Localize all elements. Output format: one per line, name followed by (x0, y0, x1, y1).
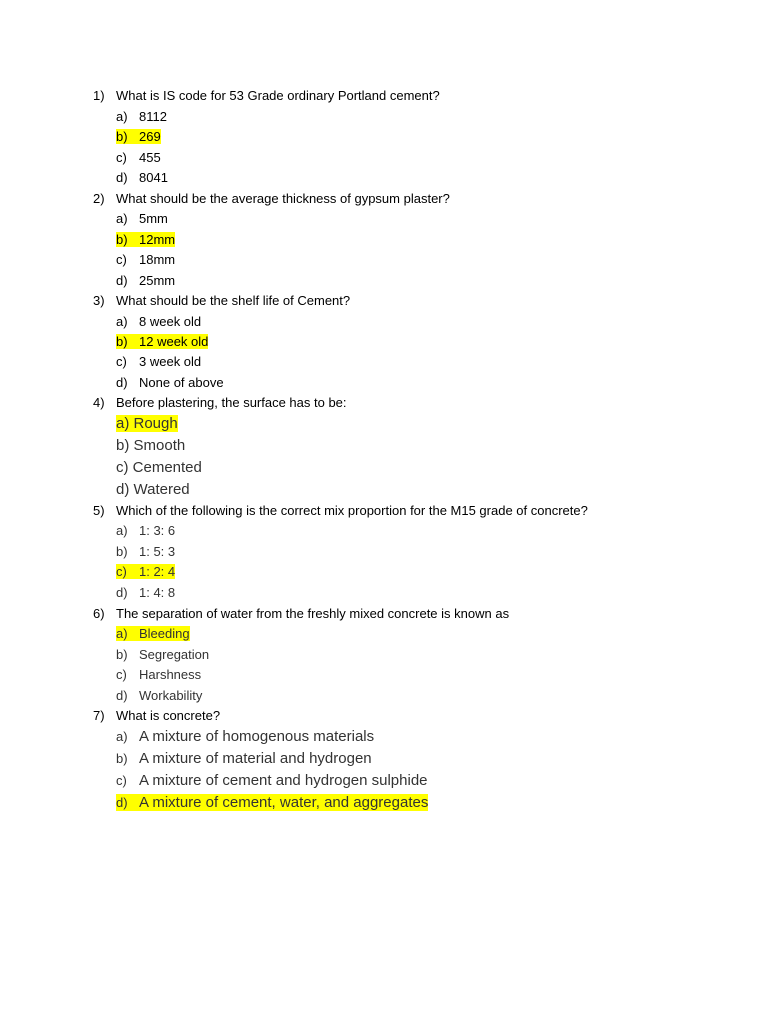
question-1 (93, 88, 440, 104)
option-highlighted (116, 129, 161, 145)
option-text: 12 week old (139, 334, 209, 349)
option (116, 750, 372, 768)
option-highlighted (116, 334, 208, 350)
option-letter: a) (116, 109, 128, 124)
option-text: 5mm (139, 211, 168, 226)
option (116, 211, 168, 227)
option (116, 728, 374, 746)
option-text: A mixture of homogenous materials (139, 728, 375, 745)
question-number: 2) (93, 191, 105, 206)
option-text: 3 week old (139, 354, 202, 369)
option-letter: c) (116, 564, 127, 579)
option-text: Workability (139, 688, 203, 703)
question-text: What is concrete? (116, 708, 221, 723)
question-text: Which of the following is the correct mix proportion for the M15 grade of concrete? (116, 503, 588, 518)
option-letter: b) (116, 334, 128, 349)
option-letter: d) (116, 170, 128, 185)
option-letter: c) (116, 150, 127, 165)
option-text: 25mm (139, 273, 176, 288)
question-number: 4) (93, 395, 105, 410)
option-text: A mixture of cement, water, and aggregates (139, 794, 429, 811)
question-number: 5) (93, 503, 105, 518)
option-text: 8112 (139, 109, 167, 124)
option-text: 269 (139, 129, 161, 144)
question-number: 7) (93, 708, 105, 723)
option-text: A mixture of cement and hydrogen sulphide (139, 772, 428, 789)
option (116, 375, 224, 391)
option-letter: b) (116, 544, 128, 559)
option-text: 1: 4: 8 (139, 585, 176, 600)
option-letter: c) (116, 252, 127, 267)
option-letter: d) (116, 273, 128, 288)
option-letter: a) (116, 314, 128, 329)
option-letter: b) (116, 129, 128, 144)
option-text: 1: 5: 3 (139, 544, 176, 559)
option-letter: d) (116, 375, 128, 390)
option-text: 1: 3: 6 (139, 523, 176, 538)
option-letter: c) (116, 354, 127, 369)
option (116, 170, 168, 186)
option-text: None of above (139, 375, 224, 390)
option-text: 18mm (139, 252, 176, 267)
question-5 (93, 503, 588, 519)
question-text: The separation of water from the freshly mixed concrete is known as (116, 606, 510, 621)
option-text: Harshness (139, 667, 202, 682)
option-text: c) Cemented (116, 459, 202, 476)
question-number: 3) (93, 293, 105, 308)
question-number: 1) (93, 88, 105, 103)
option (116, 688, 202, 704)
option-text: 1: 2: 4 (139, 564, 176, 579)
option (116, 437, 185, 455)
option (116, 523, 175, 539)
option-letter: c) (116, 667, 127, 682)
option (116, 647, 209, 663)
option (116, 585, 175, 601)
option-letter: a) (116, 729, 128, 744)
option-text: 8 week old (139, 314, 202, 329)
question-4 (93, 395, 347, 411)
question-number: 6) (93, 606, 105, 621)
option-highlighted (116, 415, 178, 433)
option-letter: d) (116, 795, 128, 810)
question-7 (93, 708, 220, 724)
option (116, 354, 201, 370)
option-text: A mixture of material and hydrogen (139, 750, 372, 767)
question-3 (93, 293, 350, 309)
option-highlighted (116, 794, 428, 812)
option (116, 667, 201, 683)
option-letter: b) (116, 647, 128, 662)
option-text: 12mm (139, 232, 176, 247)
option (116, 109, 167, 125)
option-highlighted (116, 564, 175, 580)
option (116, 481, 190, 499)
question-6 (93, 606, 509, 622)
option-letter: a) (116, 211, 128, 226)
option (116, 544, 175, 560)
option-text: a) Rough (116, 415, 178, 432)
question-text: What should be the average thickness of gypsum plaster? (116, 191, 450, 206)
option-letter: d) (116, 585, 128, 600)
option-letter: c) (116, 773, 127, 788)
option-letter: d) (116, 688, 128, 703)
question-text: What is IS code for 53 Grade ordinary Portland cement? (116, 88, 440, 103)
option (116, 314, 201, 330)
option-highlighted (116, 626, 190, 642)
option-letter: a) (116, 626, 128, 641)
option (116, 772, 428, 790)
option-text: d) Watered (116, 481, 190, 498)
option (116, 459, 202, 477)
option (116, 252, 175, 268)
question-text: What should be the shelf life of Cement? (116, 293, 351, 308)
option-text: Segregation (139, 647, 210, 662)
option-letter: b) (116, 232, 128, 247)
question-2 (93, 191, 450, 207)
option (116, 150, 161, 166)
option-letter: a) (116, 523, 128, 538)
option-text: b) Smooth (116, 437, 186, 454)
option-text: 455 (139, 150, 161, 165)
question-text: Before plastering, the surface has to be: (116, 395, 347, 410)
option (116, 273, 175, 289)
option-text: 8041 (139, 170, 168, 185)
option-letter: b) (116, 751, 128, 766)
option-text: Bleeding (139, 626, 190, 641)
option-highlighted (116, 232, 175, 248)
